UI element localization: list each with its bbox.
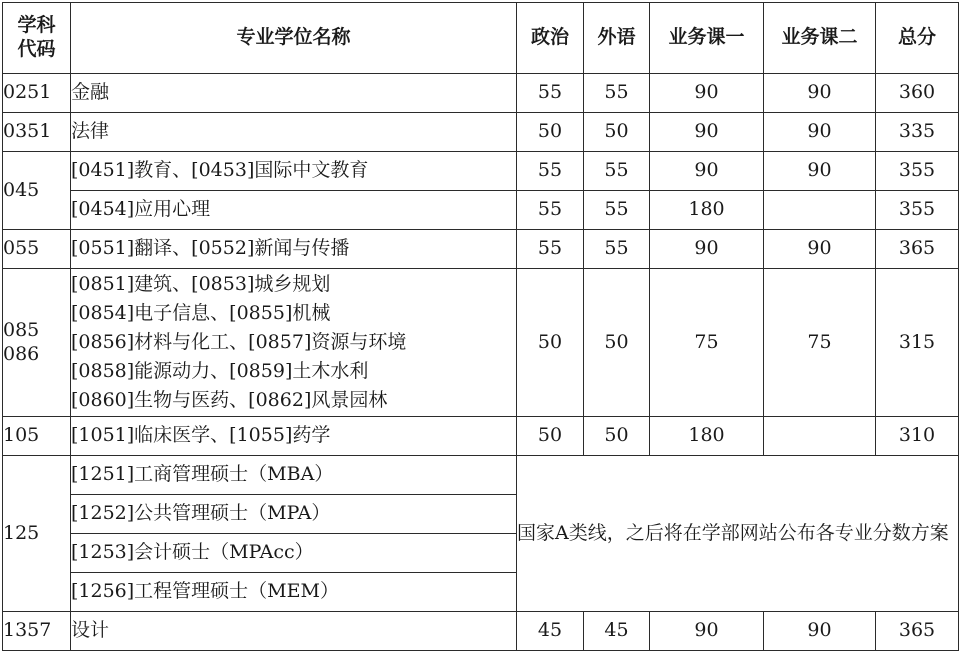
score-table <box>2 2 959 651</box>
row-total: 355 <box>876 191 959 230</box>
header-course1: 业务课一 <box>650 3 764 74</box>
row-politics: 50 <box>517 269 584 417</box>
row-total: 360 <box>876 74 959 113</box>
row-code: 0251 <box>3 74 71 113</box>
row-code: 055 <box>3 230 71 269</box>
row-foreign-language: 55 <box>584 230 650 269</box>
row-course1: 180 <box>650 191 764 230</box>
table-row <box>3 74 959 113</box>
row-total: 315 <box>876 269 959 417</box>
row-name-list <box>71 269 517 417</box>
row-course2 <box>764 417 876 456</box>
row-foreign-language: 50 <box>584 113 650 152</box>
row-course1: 90 <box>650 113 764 152</box>
table-row <box>3 456 959 495</box>
table-row <box>3 152 959 191</box>
header-name: 专业学位名称 <box>71 3 517 74</box>
row-course1: 90 <box>650 152 764 191</box>
row-politics: 50 <box>517 417 584 456</box>
table-row <box>3 191 959 230</box>
row-politics: 55 <box>517 152 584 191</box>
row-total: 365 <box>876 612 959 651</box>
row-course2: 90 <box>764 113 876 152</box>
header-foreign-language: 外语 <box>584 3 650 74</box>
row-course2: 75 <box>764 269 876 417</box>
header-row <box>3 3 959 74</box>
row-name: [0858]能源动力、[0859]土木水利 <box>71 360 369 382</box>
row-code: 045 <box>3 152 71 230</box>
row-name: [0854]电子信息、[0855]机械 <box>71 302 331 324</box>
table-row <box>3 269 959 417</box>
row-code: 085 086 <box>3 269 71 417</box>
table-row <box>3 230 959 269</box>
row-course2: 90 <box>764 230 876 269</box>
row-name: [0551]翻译、[0552]新闻与传播 <box>71 230 517 269</box>
row-politics: 55 <box>517 74 584 113</box>
row-note: 国家A类线，之后将在学部网站公布各专业分数方案 <box>517 456 959 612</box>
table-row <box>3 113 959 152</box>
table-row <box>3 612 959 651</box>
row-course1: 75 <box>650 269 764 417</box>
row-code: 125 <box>3 456 71 612</box>
row-politics: 55 <box>517 230 584 269</box>
row-name: [0454]应用心理 <box>71 191 517 230</box>
row-code: 0351 <box>3 113 71 152</box>
row-name: 法律 <box>71 113 517 152</box>
row-course2: 90 <box>764 74 876 113</box>
row-foreign-language: 50 <box>584 269 650 417</box>
header-politics: 政治 <box>517 3 584 74</box>
row-total: 365 <box>876 230 959 269</box>
row-politics: 55 <box>517 191 584 230</box>
row-course2: 90 <box>764 152 876 191</box>
table-row <box>3 417 959 456</box>
row-course1: 90 <box>650 74 764 113</box>
row-course2: 90 <box>764 612 876 651</box>
header-course2: 业务课二 <box>764 3 876 74</box>
row-total: 310 <box>876 417 959 456</box>
row-name: [1253]会计硕士（MPAcc） <box>71 534 517 573</box>
row-politics: 50 <box>517 113 584 152</box>
row-name: [1256]工程管理硕士（MEM） <box>71 573 517 612</box>
row-name: [0451]教育、[0453]国际中文教育 <box>71 152 517 191</box>
row-total: 355 <box>876 152 959 191</box>
row-code: 105 <box>3 417 71 456</box>
row-foreign-language: 50 <box>584 417 650 456</box>
header-total: 总分 <box>876 3 959 74</box>
row-politics: 45 <box>517 612 584 651</box>
row-name: [1252]公共管理硕士（MPA） <box>71 495 517 534</box>
row-foreign-language: 55 <box>584 191 650 230</box>
row-course1: 90 <box>650 612 764 651</box>
row-total: 335 <box>876 113 959 152</box>
row-name: [0856]材料与化工、[0857]资源与环境 <box>71 331 407 353</box>
row-foreign-language: 45 <box>584 612 650 651</box>
row-course1: 90 <box>650 230 764 269</box>
row-course2 <box>764 191 876 230</box>
row-course1: 180 <box>650 417 764 456</box>
row-foreign-language: 55 <box>584 152 650 191</box>
row-name: 金融 <box>71 74 517 113</box>
row-foreign-language: 55 <box>584 74 650 113</box>
row-name: [0851]建筑、[0853]城乡规划 <box>71 273 331 295</box>
row-name: [1051]临床医学、[1055]药学 <box>71 417 517 456</box>
row-name: 设计 <box>71 612 517 651</box>
header-code: 学科 代码 <box>3 3 71 74</box>
row-code: 1357 <box>3 612 71 651</box>
row-name: [1251]工商管理硕士（MBA） <box>71 456 517 495</box>
row-name: [0860]生物与医药、[0862]风景园林 <box>71 389 388 411</box>
